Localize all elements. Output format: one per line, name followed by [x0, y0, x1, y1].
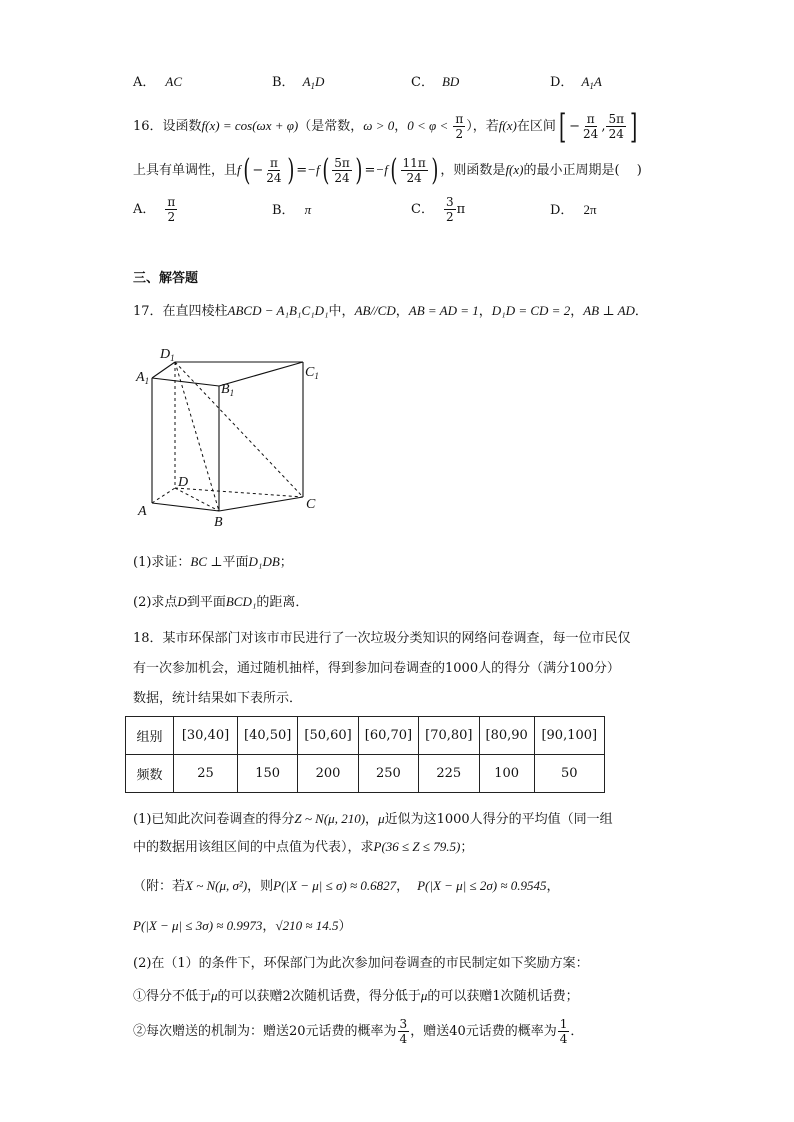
paren: ( [242, 152, 251, 188]
table-cell: 225 [419, 755, 479, 793]
part-text: (1)求证： [133, 555, 191, 570]
punct: ， [262, 919, 276, 934]
distribution: Z ~ N(μ, 210) [294, 811, 366, 826]
q16-stem-line1: 16．设函数f(x) = cos(ωx + φ)（是常数，ω > 0，0 < φ < $\frac{\pi}{2}$ ），若f(x)在区间[ − $\frac{\pi}{24}$ , $\frac{5\pi}{24}$ ] [133, 106, 638, 147]
punct: ， [546, 879, 560, 894]
edge-db [175, 488, 219, 511]
part-text: (1)已知此次问卷调查的得分 [133, 812, 295, 827]
paren: ) [355, 152, 363, 188]
paren: ( [321, 152, 329, 188]
option-text: 2π [583, 202, 597, 217]
q15-option-a [133, 73, 182, 92]
frac-den: 2 [445, 210, 454, 224]
perp-condition: AB ⊥ AD [583, 303, 635, 318]
label-c1: $C_1$ [305, 365, 319, 381]
mu-symbol: μ [378, 811, 385, 826]
option-label: A． [133, 202, 156, 217]
five-pi-over-24 [332, 156, 352, 185]
table-cell: [30,40] [174, 717, 238, 755]
frac-num: π [269, 156, 278, 170]
option-text: π [456, 202, 466, 217]
note-text: （附：若 [133, 879, 186, 894]
punct: ； [460, 840, 474, 855]
distribution: X ~ N(μ, σ²) [185, 878, 248, 893]
plane-name: D₁DB [248, 554, 280, 569]
label-a1: $A_1$ [136, 370, 150, 386]
part-text: 的距离． [256, 595, 309, 610]
rule-text: 的可以获赠1次随机话费； [427, 989, 579, 1004]
stem-text: 17．在直四棱柱 [133, 304, 228, 319]
table-cell: [90,100] [534, 717, 604, 755]
probability-expr: P(|X − μ| ≤ 2σ) ≈ 0.9545 [417, 878, 547, 893]
q16-option-b [272, 192, 311, 229]
q18-stem-line1: 18．某市环保部门对该市市民进行了一次垃圾分类知识的网络问卷调查，每一位市民仅 [133, 631, 631, 646]
fx: f(x) [498, 118, 517, 133]
table-cell: [60,70] [358, 717, 418, 755]
label-c: C [306, 497, 316, 512]
punct: ， [570, 304, 584, 319]
stem-text: ），若 [466, 119, 499, 134]
label-d: D [178, 475, 189, 490]
q18-part1-line1 [133, 810, 613, 829]
probability-expr: P(|X − μ| ≤ 3σ) ≈ 0.9973 [133, 918, 263, 933]
part-text: 近似为这1000人得分的平均值（同一组 [384, 812, 613, 827]
table-row-counts [126, 755, 605, 793]
perp-expr: BC ⊥ [190, 554, 223, 569]
eleven-pi-over-24 [401, 156, 428, 185]
question-number: 16．设函数 [133, 119, 202, 134]
table-cell: [50,60] [298, 717, 358, 755]
option-text [581, 74, 601, 89]
frac-den: 24 [334, 171, 350, 185]
part-text: 平面 [222, 555, 249, 570]
label-b1: $B_1$ [221, 382, 235, 398]
option-text-part: A [581, 74, 590, 89]
punct: ） [338, 919, 352, 934]
frac-den: 24 [583, 127, 599, 141]
punct: ． [634, 304, 648, 319]
part-text: (2)求点 [133, 595, 178, 610]
section-heading: 三、解答题 [133, 271, 199, 286]
phi-condition: 0 < φ < [407, 118, 449, 133]
edge-dc [175, 488, 303, 497]
punct: ， [478, 304, 492, 319]
q18-part1-line2 [133, 838, 473, 857]
label-a: A [138, 504, 147, 519]
point-name: D [177, 594, 187, 609]
edge-ab [152, 503, 219, 511]
option-label: C． [411, 75, 434, 90]
table-cell: [70,80] [419, 717, 479, 755]
q15-option-b [272, 73, 324, 92]
pi-over-24 [581, 112, 600, 141]
label-b: B [214, 515, 223, 530]
part-text: 中的数据用该组区间的中点值为代表），求 [133, 840, 374, 855]
frac-num: 11π [402, 156, 426, 170]
frac-num: 3 [399, 1017, 408, 1031]
q15-option-c [411, 73, 459, 92]
left-bracket: [ [558, 106, 567, 147]
rule-text: ①得分不低于 [133, 989, 212, 1004]
fx: f(x) [505, 162, 524, 177]
stem-text: 上具有单调性，且 [133, 163, 238, 178]
table-cell: 25 [174, 755, 238, 793]
q18-part2-line: (2)在（1）的条件下，环保部门为此次参加问卷调查的市民制定如下奖励方案： [133, 956, 589, 971]
punct: ， [394, 119, 408, 134]
option-label: D． [550, 203, 574, 218]
frac-den: 24 [266, 171, 282, 185]
edge-ad [152, 488, 175, 503]
q18-stem-line3: 数据，统计结果如下表所示． [133, 691, 303, 706]
table-cell: 250 [358, 755, 418, 793]
punct: ， [396, 879, 410, 894]
q18-note-line1 [133, 877, 560, 896]
one-quarter [558, 1017, 570, 1046]
paren: ) [286, 152, 294, 188]
option-label: B． [272, 75, 295, 90]
frac-num: 5π [334, 156, 350, 170]
frequency-table [125, 716, 605, 793]
edge-d1c [175, 362, 303, 497]
equals: = [364, 163, 376, 178]
edge-bc [219, 497, 303, 511]
table-cell: 100 [479, 755, 534, 793]
parallel-condition: AB//CD [354, 303, 396, 318]
minus: − [252, 163, 264, 178]
q18-reward-rule-1 [133, 987, 579, 1006]
punct: ； [279, 555, 293, 570]
q16-option-c [411, 192, 465, 228]
option-text-part: A [302, 74, 311, 89]
stem-text: 中， [328, 304, 355, 319]
q16-option-d [550, 192, 597, 229]
option-label: A． [133, 75, 156, 90]
prism-figure [133, 340, 333, 530]
option-text: AC [165, 74, 183, 89]
frac-den: 4 [559, 1032, 568, 1046]
subscript: 1 [589, 81, 594, 91]
frac-den: 4 [399, 1032, 408, 1046]
paren: ( [390, 152, 398, 188]
table-cell: 200 [298, 755, 358, 793]
table-cell: [40,50] [238, 717, 298, 755]
neg-f: −f [375, 162, 388, 177]
probability-expr: P(36 ≤ Z ≤ 79.5) [373, 839, 461, 854]
function-def: f(x) = cos(ωx + φ) [201, 118, 299, 133]
plane-name: BCD₁ [225, 594, 257, 609]
five-pi-over-24 [606, 112, 626, 141]
frac-den: 24 [608, 127, 624, 141]
q18-stem-line2: 有一次参加机会，通过随机抽样，得到参加问卷调查的1000人的得分（满分100分） [133, 661, 620, 676]
length-condition: D₁D = CD = 2 [491, 303, 571, 318]
stem-text: 在区间 [516, 119, 556, 134]
table-cell: [80,90 [479, 717, 534, 755]
row-header: 频数 [126, 755, 174, 793]
frac-num: 3 [445, 195, 454, 209]
subscript: 1 [310, 81, 316, 91]
note-text: ，则 [247, 879, 274, 894]
q17-stem [133, 302, 648, 321]
edge-a1b1 [152, 378, 219, 386]
frac-num: π [586, 112, 595, 126]
punct: ， [365, 812, 379, 827]
q16-option-a [133, 192, 178, 228]
option-text-part: A [593, 74, 602, 89]
pi-over-2 [453, 112, 465, 141]
omega-condition: ω > 0 [363, 118, 395, 133]
pi-over-2 [165, 195, 177, 224]
q18-note-line2 [133, 917, 351, 936]
table-row-groups [126, 717, 605, 755]
label-d1: $D_1$ [160, 347, 175, 363]
stem-text: 的最小正周期是( ) [523, 163, 642, 178]
rule-text: ，赠送40元话费的概率为 [410, 1024, 557, 1039]
frac-num: π [455, 112, 464, 126]
punct: ， [395, 304, 409, 319]
frac-num: 1 [559, 1017, 568, 1031]
right-bracket: ] [629, 106, 638, 147]
edge-a1d1 [152, 362, 175, 378]
part-text: 到平面 [186, 595, 226, 610]
probability-expr: P(|X − μ| ≤ σ) ≈ 0.6827 [273, 878, 397, 893]
three-over-2 [444, 195, 456, 224]
q16-stem-line2 [133, 152, 642, 189]
frac-den: 2 [167, 210, 176, 224]
frac-num: 5π [608, 112, 624, 126]
mu-symbol: μ [420, 988, 428, 1003]
option-text: BD [441, 74, 460, 89]
stem-text: ，则函数是 [440, 163, 506, 178]
option-text: π [304, 202, 312, 217]
q18-reward-rule-2 [133, 1014, 583, 1050]
rule-text: ②每次赠送的机制为：赠送20元话费的概率为 [133, 1024, 397, 1039]
table-cell: 50 [534, 755, 604, 793]
prism-name: ABCD − A₁B₁C₁D₁ [227, 303, 329, 318]
frac-den: 24 [406, 171, 422, 185]
three-quarters [398, 1017, 410, 1046]
sqrt-approx: √210 ≈ 14.5 [275, 918, 339, 933]
edge-b1c1 [219, 362, 303, 386]
pi-over-24 [264, 156, 283, 185]
punct: ． [570, 1024, 584, 1039]
stem-text: （是常数， [298, 119, 364, 134]
option-label: D． [550, 75, 574, 90]
q17-part1 [133, 553, 293, 572]
q17-part2 [133, 593, 308, 612]
option-label: B． [272, 203, 295, 218]
row-header: 组别 [126, 717, 174, 755]
option-text-part: D [315, 74, 325, 89]
table-cell: 150 [238, 755, 298, 793]
option-text [303, 74, 325, 89]
mu-symbol: μ [211, 988, 218, 1003]
rule-text: 的可以获赠2次随机话费，得分低于 [217, 989, 421, 1004]
f-symbol: f [237, 162, 241, 177]
option-label: C． [411, 202, 434, 217]
equals: = [296, 163, 308, 178]
neg-f: −f [307, 162, 320, 177]
frac-num: π [167, 195, 176, 209]
length-condition: AB = AD = 1 [408, 303, 479, 318]
paren: ) [431, 152, 439, 188]
frac-den: 2 [455, 127, 464, 141]
q15-option-d [550, 73, 602, 92]
minus: − [569, 119, 581, 134]
